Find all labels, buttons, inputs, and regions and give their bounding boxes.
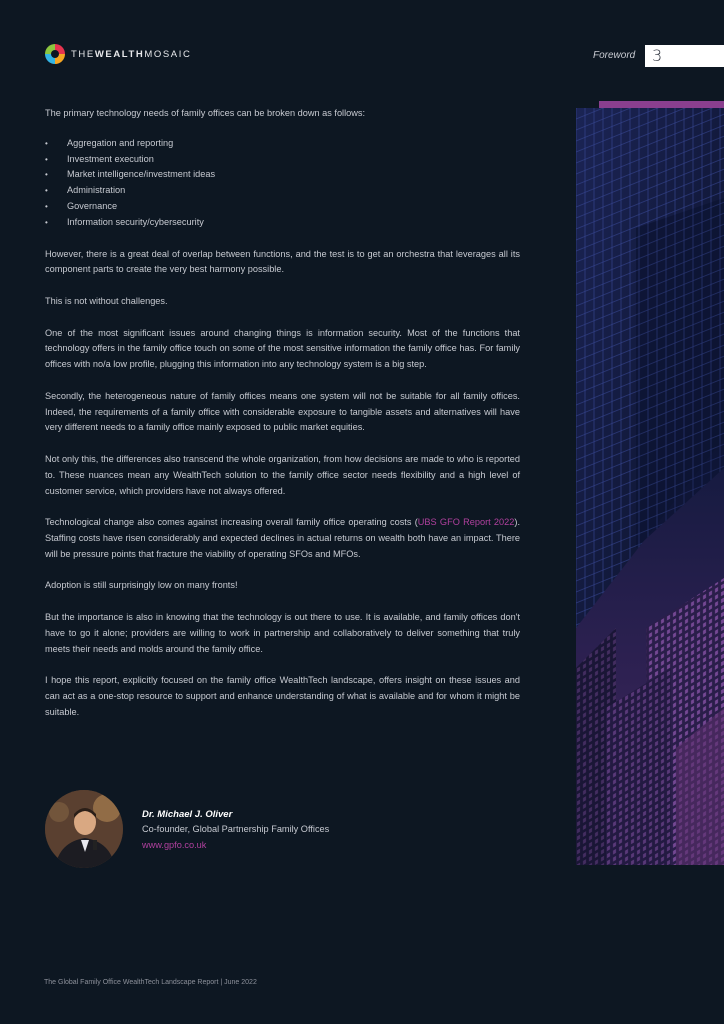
list-item: • Administration [45, 183, 520, 199]
paragraph-overlap: However, there is a great deal of overlap between functions, and the test is to get an orchestra that leverages all its component parts to create the very best harmony possible. [45, 248, 520, 275]
list-item: • Information security/cybersecurity [45, 215, 520, 231]
page-footer: The Global Family Office WealthTech Landscape Report | June 2022 [44, 979, 257, 986]
paragraph-costs: Technological change also comes against increasing overall family office operating costs (UBS GFO Report 2022). Staffing costs have risen considerably and expected declines in actual returns on wealth both have an impact. There will be pressure points that fracture the viability of operating SFOs and MFOs. [45, 517, 521, 559]
list-item: • Aggregation and reporting [45, 136, 520, 152]
author-role: Co-founder, Global Partnership Family Offices [142, 824, 330, 834]
city-skyline-image [576, 108, 724, 865]
ubs-report-link[interactable]: UBS GFO Report 2022 [417, 517, 515, 528]
section-label: Foreword [593, 50, 636, 61]
paragraph-differences: Not only this, the differences also transcend the whole organization, from how decisions are made to who is reported to. These nuances mean any WealthTech solution to the family office sector needs flexibility and a high level of customer service, which providers have not always offered. [45, 453, 520, 496]
paragraph-security: One of the most significant issues around changing things is information security. Most of the functions that technology offers in the family office touch on some of the most sensitive information the family office has. For family offices with no/a low profile, plugging this information into any technology system is a big step. [45, 327, 520, 370]
list-item: • Governance [45, 199, 520, 215]
page-number-box [645, 45, 724, 67]
list-item: • Investment execution [45, 152, 520, 168]
main-content [45, 106, 520, 720]
paragraph-heterogeneous: Secondly, the heterogeneous nature of family offices means one system will not be suitable for all family offices. Indeed, the requirements of a family office with considerable exposure to tangible assets and alternatives will have very different needs to a family office mainly exposed to public market equities. [45, 390, 520, 433]
paragraph-challenges: This is not without challenges. [45, 295, 168, 306]
author-website-link[interactable]: www.gpfo.co.uk [142, 840, 207, 850]
list-item: • Market intelligence/investment ideas [45, 167, 520, 183]
page-number: 3 [652, 46, 663, 65]
paragraph-hope: I hope this report, explicitly focused on the family office WealthTech landscape, offers insight on these issues and can act as a one-stop resource to support and enhance understanding of what is available and for whom it might be suitable. [45, 675, 520, 717]
author-name: Dr. Michael J. Oliver [142, 809, 233, 820]
paragraph-adoption: Adoption is still surprisingly low on many fronts! [45, 580, 238, 591]
paragraph-importance: But the importance is also in knowing that the technology is out there to use. It is available, and family offices don't have to go it alone; providers are willing to work in partnership and collaboratively to deliver something that truly meets their needs and molds around the family office. [45, 611, 520, 654]
logo-text: THEWEALTHMOSAIC [71, 48, 192, 60]
avatar [45, 790, 123, 868]
mosaic-logo-icon [45, 44, 65, 64]
intro-text: The primary technology needs of family offices can be broken down as follows: [45, 108, 366, 118]
needs-list [45, 136, 520, 231]
wealth-mosaic-logo [45, 44, 191, 64]
